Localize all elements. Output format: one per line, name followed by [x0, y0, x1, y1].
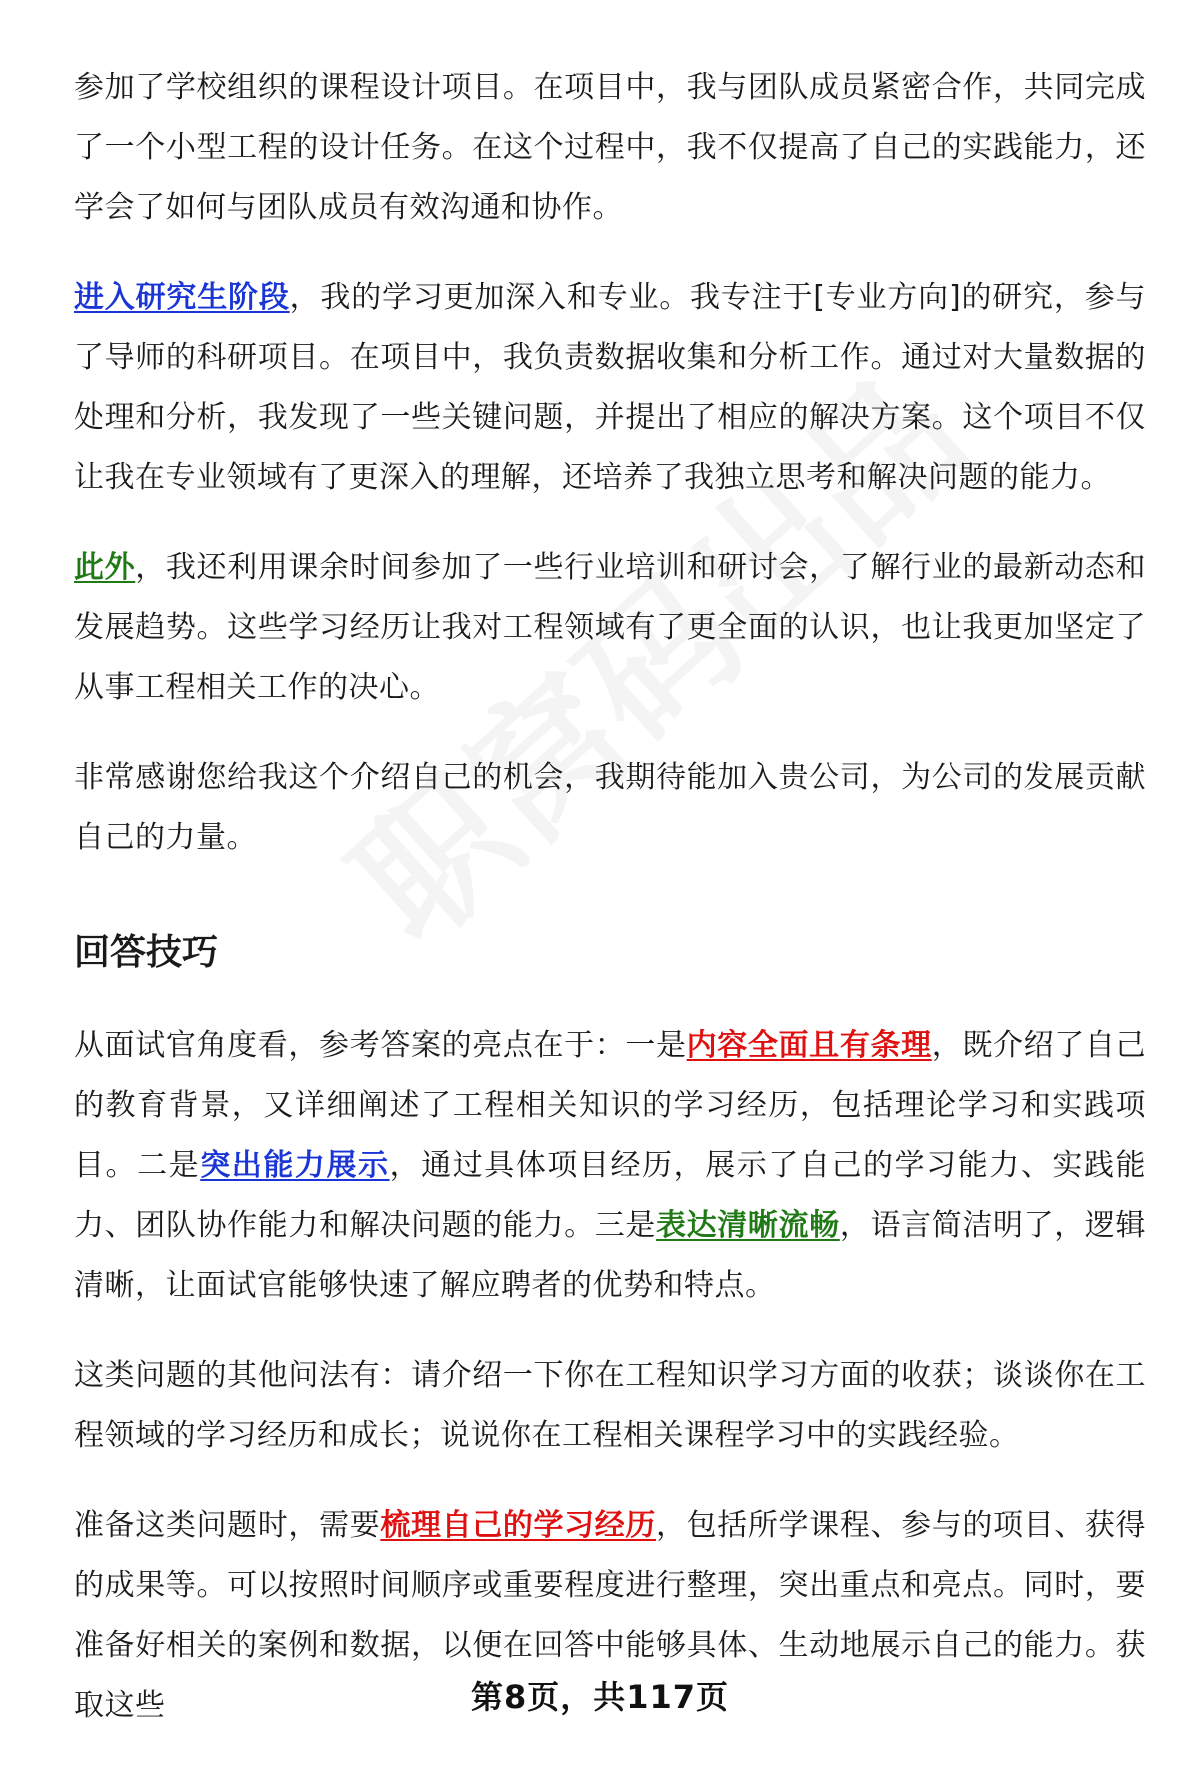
page-number: 第8页，共117页: [470, 1678, 730, 1716]
highlight-clear-expression: 表达清晰流畅: [656, 1208, 840, 1243]
paragraph-graduate-stage: [74, 268, 1146, 508]
paragraph-text: 非常感谢您给我这个介绍自己的机会，我期待能加入贵公司，为公司的发展贡献自己的力量。: [74, 760, 1146, 855]
paragraph-additionally: [74, 538, 1146, 718]
paragraph-text: ，我还利用课余时间参加了一些行业培训和研讨会，了解行业的最新动态和发展趋势。这些学习经历让我对工程领域有了更全面的认识，也让我更加坚定了从事工程相关工作的决心。: [74, 550, 1146, 705]
paragraph-text: ，既介绍了自己的教育背景，又详细阐述了工程相关知识的学习经历，包括理论学习和实践项目。二是: [74, 1028, 1147, 1183]
section-heading: 回答技巧: [74, 932, 219, 973]
paragraph-text: 这类问题的其他问法有：请介绍一下你在工程知识学习方面的收获；谈谈你在工程领域的学习经历和成长；说说你在工程相关课程学习中的实践经验。: [74, 1358, 1146, 1453]
paragraph-text: ，我的学习更加深入和专业。我专注于[专业方向]的研究，参与了导师的科研项目。在项目中，我负责数据收集和分析工作。通过对大量数据的处理和分析，我发现了一些关键问题，并提出了相应的解决方案。这个项目不仅让我在专业领域有了更深入的理解，还培养了我独立思考和解决问题的能力。: [74, 280, 1146, 495]
paragraph-text: 从面试官角度看，参考答案的亮点在于：一是: [74, 1028, 687, 1063]
paragraph-text: 参加了学校组织的课程设计项目。在项目中，我与团队成员紧密合作，共同完成了一个小型工程的设计任务。在这个过程中，我不仅提高了自己的实践能力，还学会了如何与团队成员有效沟通和协作。: [74, 70, 1146, 225]
highlight-learning-experience: 梳理自己的学习经历: [380, 1508, 657, 1543]
highlight-comprehensive: 内容全面且有条理: [686, 1028, 932, 1063]
highlight-ability: 突出能力展示: [200, 1148, 390, 1183]
highlight-additionally: 此外: [74, 550, 136, 585]
highlight-graduate-stage: 进入研究生阶段: [74, 280, 290, 315]
paragraph-answer-tips: [74, 1016, 1146, 1316]
paragraph-text: ，包括所学课程、参与的项目、获得的成果等。可以按照时间顺序或重要程度进行整理，突出重点和亮点。同时，要准备好相关的案例和数据，以便在回答中能够具体、生动地展示自己的能力。获取这些: [74, 1508, 1147, 1723]
paragraph-text: 准备这类问题时，需要: [74, 1508, 381, 1543]
paragraph-text: ，语言简洁明了，逻辑清晰，让面试官能够快速了解应聘者的优势和特点。: [74, 1208, 1147, 1303]
document-page: [74, 58, 1146, 1766]
paragraph-thanks: [74, 748, 1146, 868]
paragraph-course-project: [74, 58, 1146, 238]
paragraph-text: ，通过具体项目经历，展示了自己的学习能力、实践能力、团队协作能力和解决问题的能力。三是: [74, 1148, 1147, 1243]
paragraph-other-questions: [74, 1346, 1146, 1466]
